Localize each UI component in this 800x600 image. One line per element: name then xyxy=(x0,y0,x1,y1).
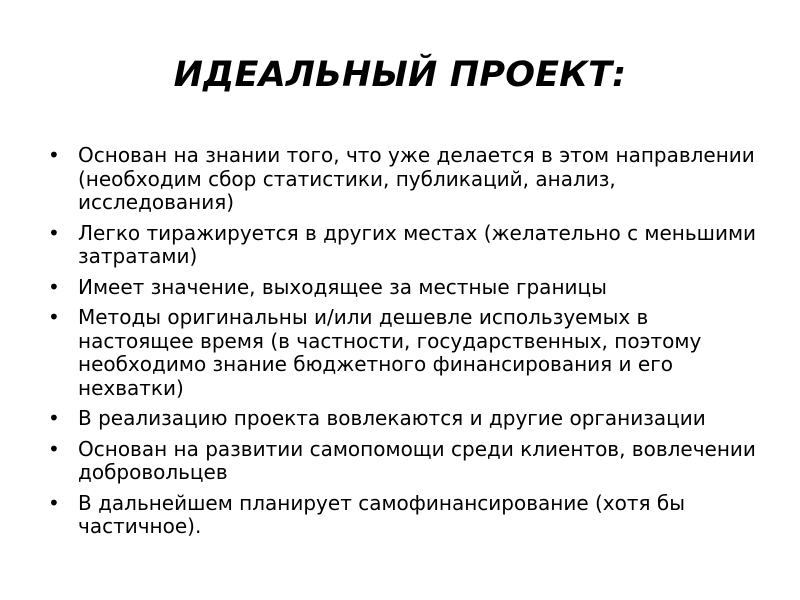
bullet-icon: • xyxy=(48,406,60,430)
bullet-text: В дальнейшем планирует самофинансирование (хотя бы частичное). xyxy=(78,490,686,538)
bullet-text: Методы оригинальны и/или дешевле используемых в настоящее время (в частности, государственных, поэтому необходимо знание бюджетного финансирования и его нехватки) xyxy=(78,305,702,400)
bullet-icon: • xyxy=(48,220,60,245)
list-item xyxy=(48,438,768,485)
list-item xyxy=(48,492,768,539)
bullet-list xyxy=(48,144,768,546)
list-item xyxy=(48,407,768,431)
bullet-icon: • xyxy=(48,274,60,299)
bullet-icon: • xyxy=(48,490,60,515)
bullet-text: В реализацию проекта вовлекаются и другие организации xyxy=(78,406,706,430)
list-item xyxy=(48,276,768,300)
bullet-icon: • xyxy=(48,436,60,461)
slide-title: ИДЕАЛЬНЫЙ ПРОЕКТ: xyxy=(173,55,627,95)
bullet-icon: • xyxy=(48,143,60,167)
bullet-icon: • xyxy=(48,305,60,329)
bullet-text: Имеет значение, выходящее за местные границы xyxy=(78,274,607,299)
bullet-text: Основан на развитии самопомощи среди клиентов, вовлечении добровольцев xyxy=(78,436,756,484)
list-item xyxy=(48,222,768,269)
list-item xyxy=(48,306,768,400)
bullet-text: Легко тиражируется в других местах (желательно с меньшими затратами) xyxy=(78,220,757,268)
list-item xyxy=(48,144,768,215)
bullet-text: Основан на знании того, что уже делается в этом направлении (необходим сбор статистики, публикаций, анализ, исследования) xyxy=(78,143,755,214)
